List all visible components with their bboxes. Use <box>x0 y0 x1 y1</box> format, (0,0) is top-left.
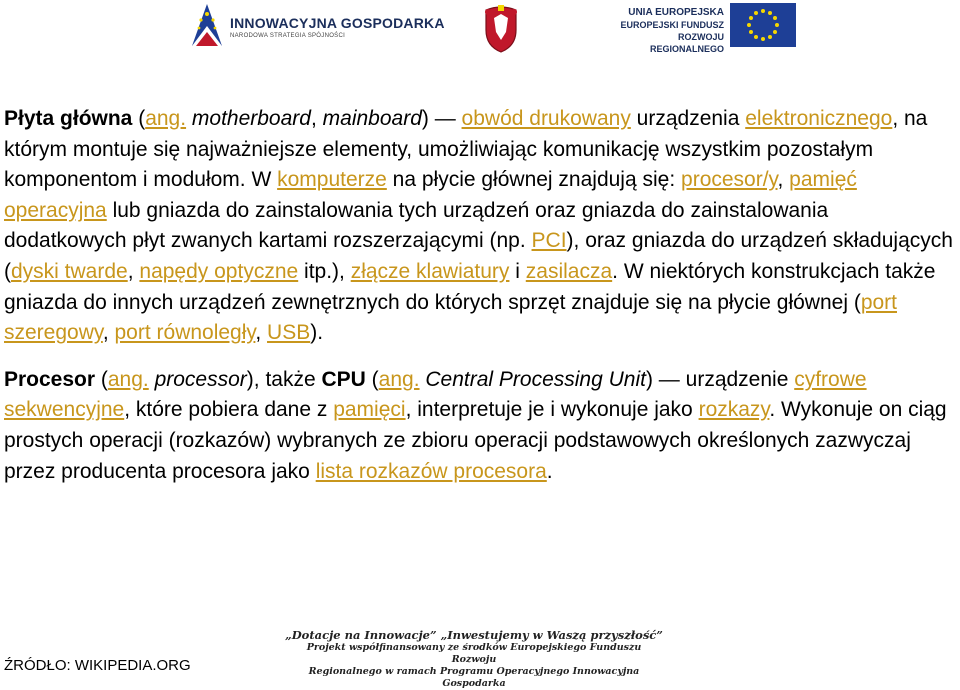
wiki-link[interactable]: ang. <box>378 367 420 391</box>
text-segment: ( <box>132 107 146 130</box>
wiki-link[interactable]: złącze klawiatury <box>350 259 510 283</box>
text-segment: . Wykonuje on ciąg prostych operacji (rozkazów) wybranych ze zbioru operacji podstawowych określonych zazwyczaj przez producenta procesora jako <box>4 398 947 483</box>
paragraph-motherboard <box>4 104 956 349</box>
text-segment: ) — urządzenie <box>645 367 795 391</box>
italic-term: processor <box>148 367 247 391</box>
eu-line3: ROZWOJU REGIONALNEGO <box>649 32 724 54</box>
text-segment: ), oraz gniazda do urządzeń składujących ( <box>4 229 953 283</box>
text-segment: , <box>255 321 268 345</box>
eu-fund-logo <box>604 3 800 54</box>
wiki-link[interactable]: komputerze <box>277 168 387 192</box>
coat-of-arms-icon <box>478 2 524 54</box>
text-segment: lub gniazda do zainstalowania tych urządzeń oraz gniazda do zainstalowania dodatkowych płyt zwanych kartami rozszerzającymi (np. <box>4 198 829 253</box>
wiki-link[interactable]: procesor/y <box>681 168 778 192</box>
paragraph-processor <box>4 365 956 487</box>
text-segment: itp.), <box>298 259 351 283</box>
wiki-link[interactable]: pamięci <box>333 398 406 422</box>
funding-note-line3: Regionalnego w ramach Programu Operacyjnego Innowacyjna Gospodarka <box>308 666 640 689</box>
wiki-link[interactable]: rozkazy <box>698 398 770 422</box>
text-segment: , <box>102 321 115 345</box>
text-segment: ( <box>365 367 379 391</box>
wiki-link[interactable]: lista rozkazów procesora <box>315 459 547 483</box>
italic-term: Central Processing Unit <box>419 367 646 391</box>
ig-title: INNOWACYJNA GOSPODARKA <box>230 15 445 31</box>
ig-subtitle: NARODOWA STRATEGIA SPÓJNOŚCI <box>230 33 346 39</box>
text-segment: , interpretuje je i wykonuje jako <box>405 398 699 422</box>
wiki-link[interactable]: obwód drukowany <box>461 107 631 130</box>
eu-fund-text <box>604 7 724 55</box>
wiki-link[interactable]: sekwencyjne <box>4 398 125 422</box>
text-segment: , które pobiera dane z <box>124 398 334 422</box>
wiki-link[interactable]: dyski twarde <box>11 259 128 283</box>
text-segment: ). <box>310 321 324 345</box>
text-segment: i <box>509 259 526 283</box>
funding-note-line1: „Dotacje na Innowacje” „Inwestujemy w Waszą przyszłość” <box>285 628 663 642</box>
text-segment: , na którym montuje się najważniejsze elementy, umożliwiając komunikację wszystkim pozostałym komponentom i modułom. W <box>4 107 928 192</box>
wiki-link[interactable]: elektronicznego <box>745 107 893 130</box>
text-segment: . <box>546 459 553 483</box>
wiki-link[interactable]: pamięć operacyjna <box>4 168 857 222</box>
text-segment: , <box>310 107 323 130</box>
italic-term: motherboard <box>186 107 311 130</box>
bold-term: Procesor <box>4 367 96 391</box>
wiki-link[interactable]: ang. <box>145 107 187 130</box>
wiki-link[interactable]: port równoległy <box>114 321 256 345</box>
wiki-link[interactable]: ang. <box>107 367 149 391</box>
text-segment: ) — <box>421 107 462 130</box>
funding-note <box>284 628 664 690</box>
text-segment: urządzenia <box>630 107 746 130</box>
ig-emblem-icon <box>190 2 224 46</box>
innowacyjna-gospodarka-logo <box>190 2 445 48</box>
wiki-link[interactable]: zasilacza <box>525 259 613 283</box>
text-segment: . W niektórych konstrukcjach także gniazda do innych urządzeń zewnętrznych do których sprzęt znajduje się na płycie głównej ( <box>4 259 936 314</box>
article-content <box>4 104 956 487</box>
text-segment: , <box>777 168 790 192</box>
wiki-link[interactable]: PCI <box>531 229 567 253</box>
eu-line2: EUROPEJSKI FUNDUSZ <box>620 20 724 30</box>
funding-note-line2: Projekt współfinansowany ze środków Europejskiego Funduszu Rozwoju <box>306 642 642 665</box>
text-segment: na płycie głównej znajdują się: <box>386 168 682 192</box>
wiki-link[interactable]: napędy optyczne <box>139 259 299 283</box>
bold-term: Płyta główna <box>4 107 133 130</box>
italic-term: mainboard <box>322 107 422 130</box>
source-credit: ŹRÓDŁO: WIKIPEDIA.ORG <box>4 657 191 674</box>
text-segment: , <box>127 259 140 283</box>
wiki-link[interactable]: USB <box>267 321 311 345</box>
eu-line1: UNIA EUROPEJSKA <box>628 7 724 18</box>
text-segment: ( <box>95 367 108 391</box>
header-logos <box>0 0 960 66</box>
eu-flag-icon <box>730 3 796 47</box>
wiki-link[interactable]: cyfrowe <box>794 367 867 391</box>
text-segment: ), także <box>246 367 322 391</box>
bold-term: CPU <box>321 367 366 391</box>
wiki-link[interactable]: port szeregowy <box>4 290 897 345</box>
